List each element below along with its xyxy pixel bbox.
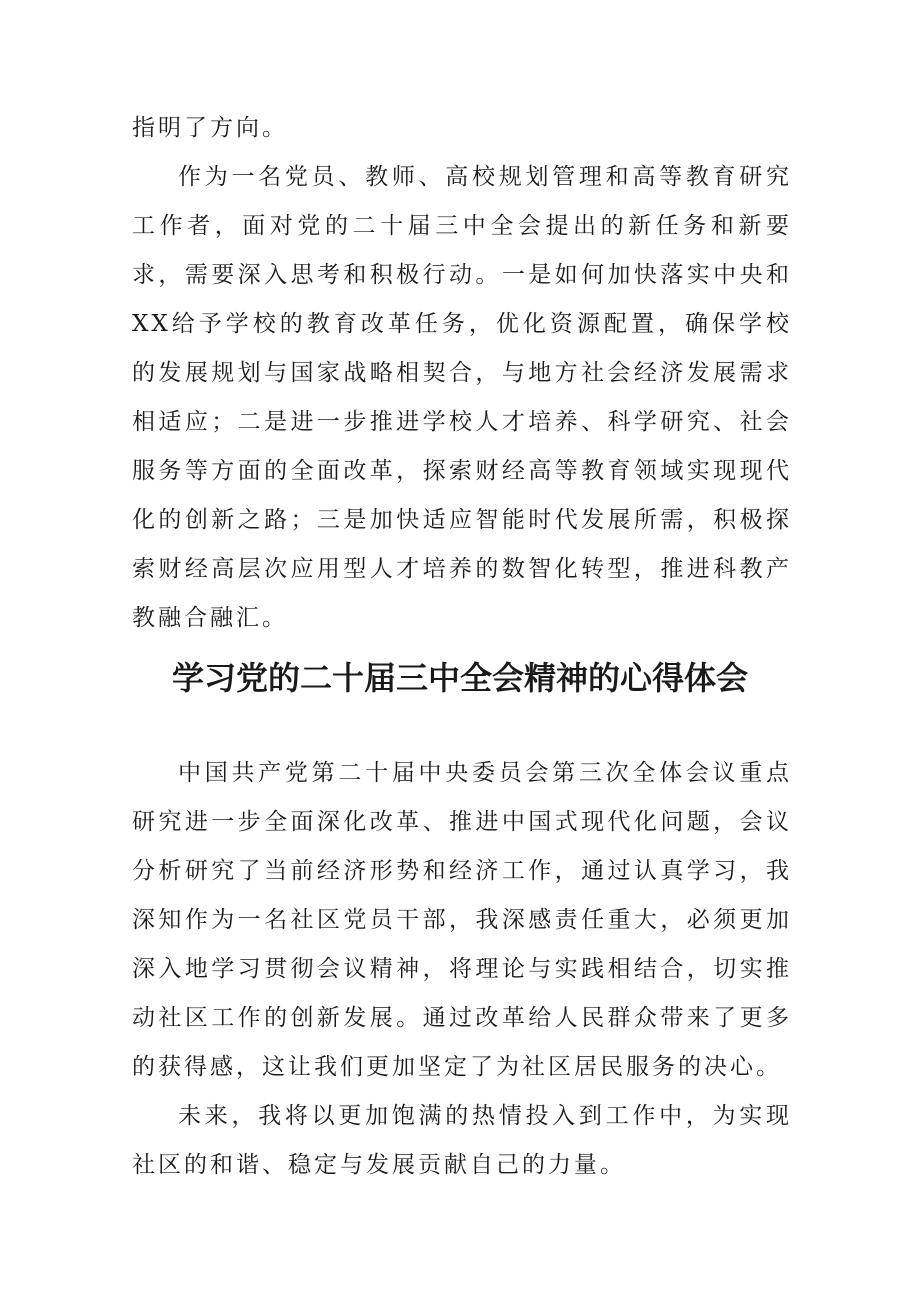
body-paragraph-2: 中国共产党第二十届中央委员会第三次全体会议重点研究进一步全面深化改革、推进中国式现代化问题，会议分析研究了当前经济形势和经济工作，通过认真学习，我深知作为一名社区党员干部，我深感责任重大，必须更加深入地学习贯彻会议精神，将理论与实践相结合，切实推动社区工作的创新发展。通过改革给人民群众带来了更多的获得感，这让我们更加坚定了为社区居民服务的决心。 (132, 760, 792, 1080)
body-paragraph-1: 作为一名党员、教师、高校规划管理和高等教育研究工作者，面对党的二十届三中全会提出的新任务和新要求，需要深入思考和积极行动。一是如何加快落实中央和XX给予学校的教育改革任务，优化资源配置，确保学校的发展规划与国家战略相契合，与地方社会经济发展需求相适应；二是进一步推进学校人才培养、科学研究、社会服务等方面的全面改革，探索财经高等教育领域实现现代化的创新之路；三是加快适应智能时代发展所需，积极探索财经高层次应用型人才培养的数智化转型，推进科教产教融合融汇。 (132, 164, 792, 631)
continuation-paragraph: 指明了方向。 (132, 115, 288, 141)
section-title-block (0, 648, 920, 708)
section-one (132, 104, 792, 643)
body-paragraph-3: 未来，我将以更加饱满的热情投入到工作中，为实现社区的和谐、稳定与发展贡献自己的力量。 (132, 1103, 792, 1178)
section-two (132, 749, 792, 1190)
page-title: 学习党的二十届三中全会精神的心得体会 (171, 659, 748, 697)
